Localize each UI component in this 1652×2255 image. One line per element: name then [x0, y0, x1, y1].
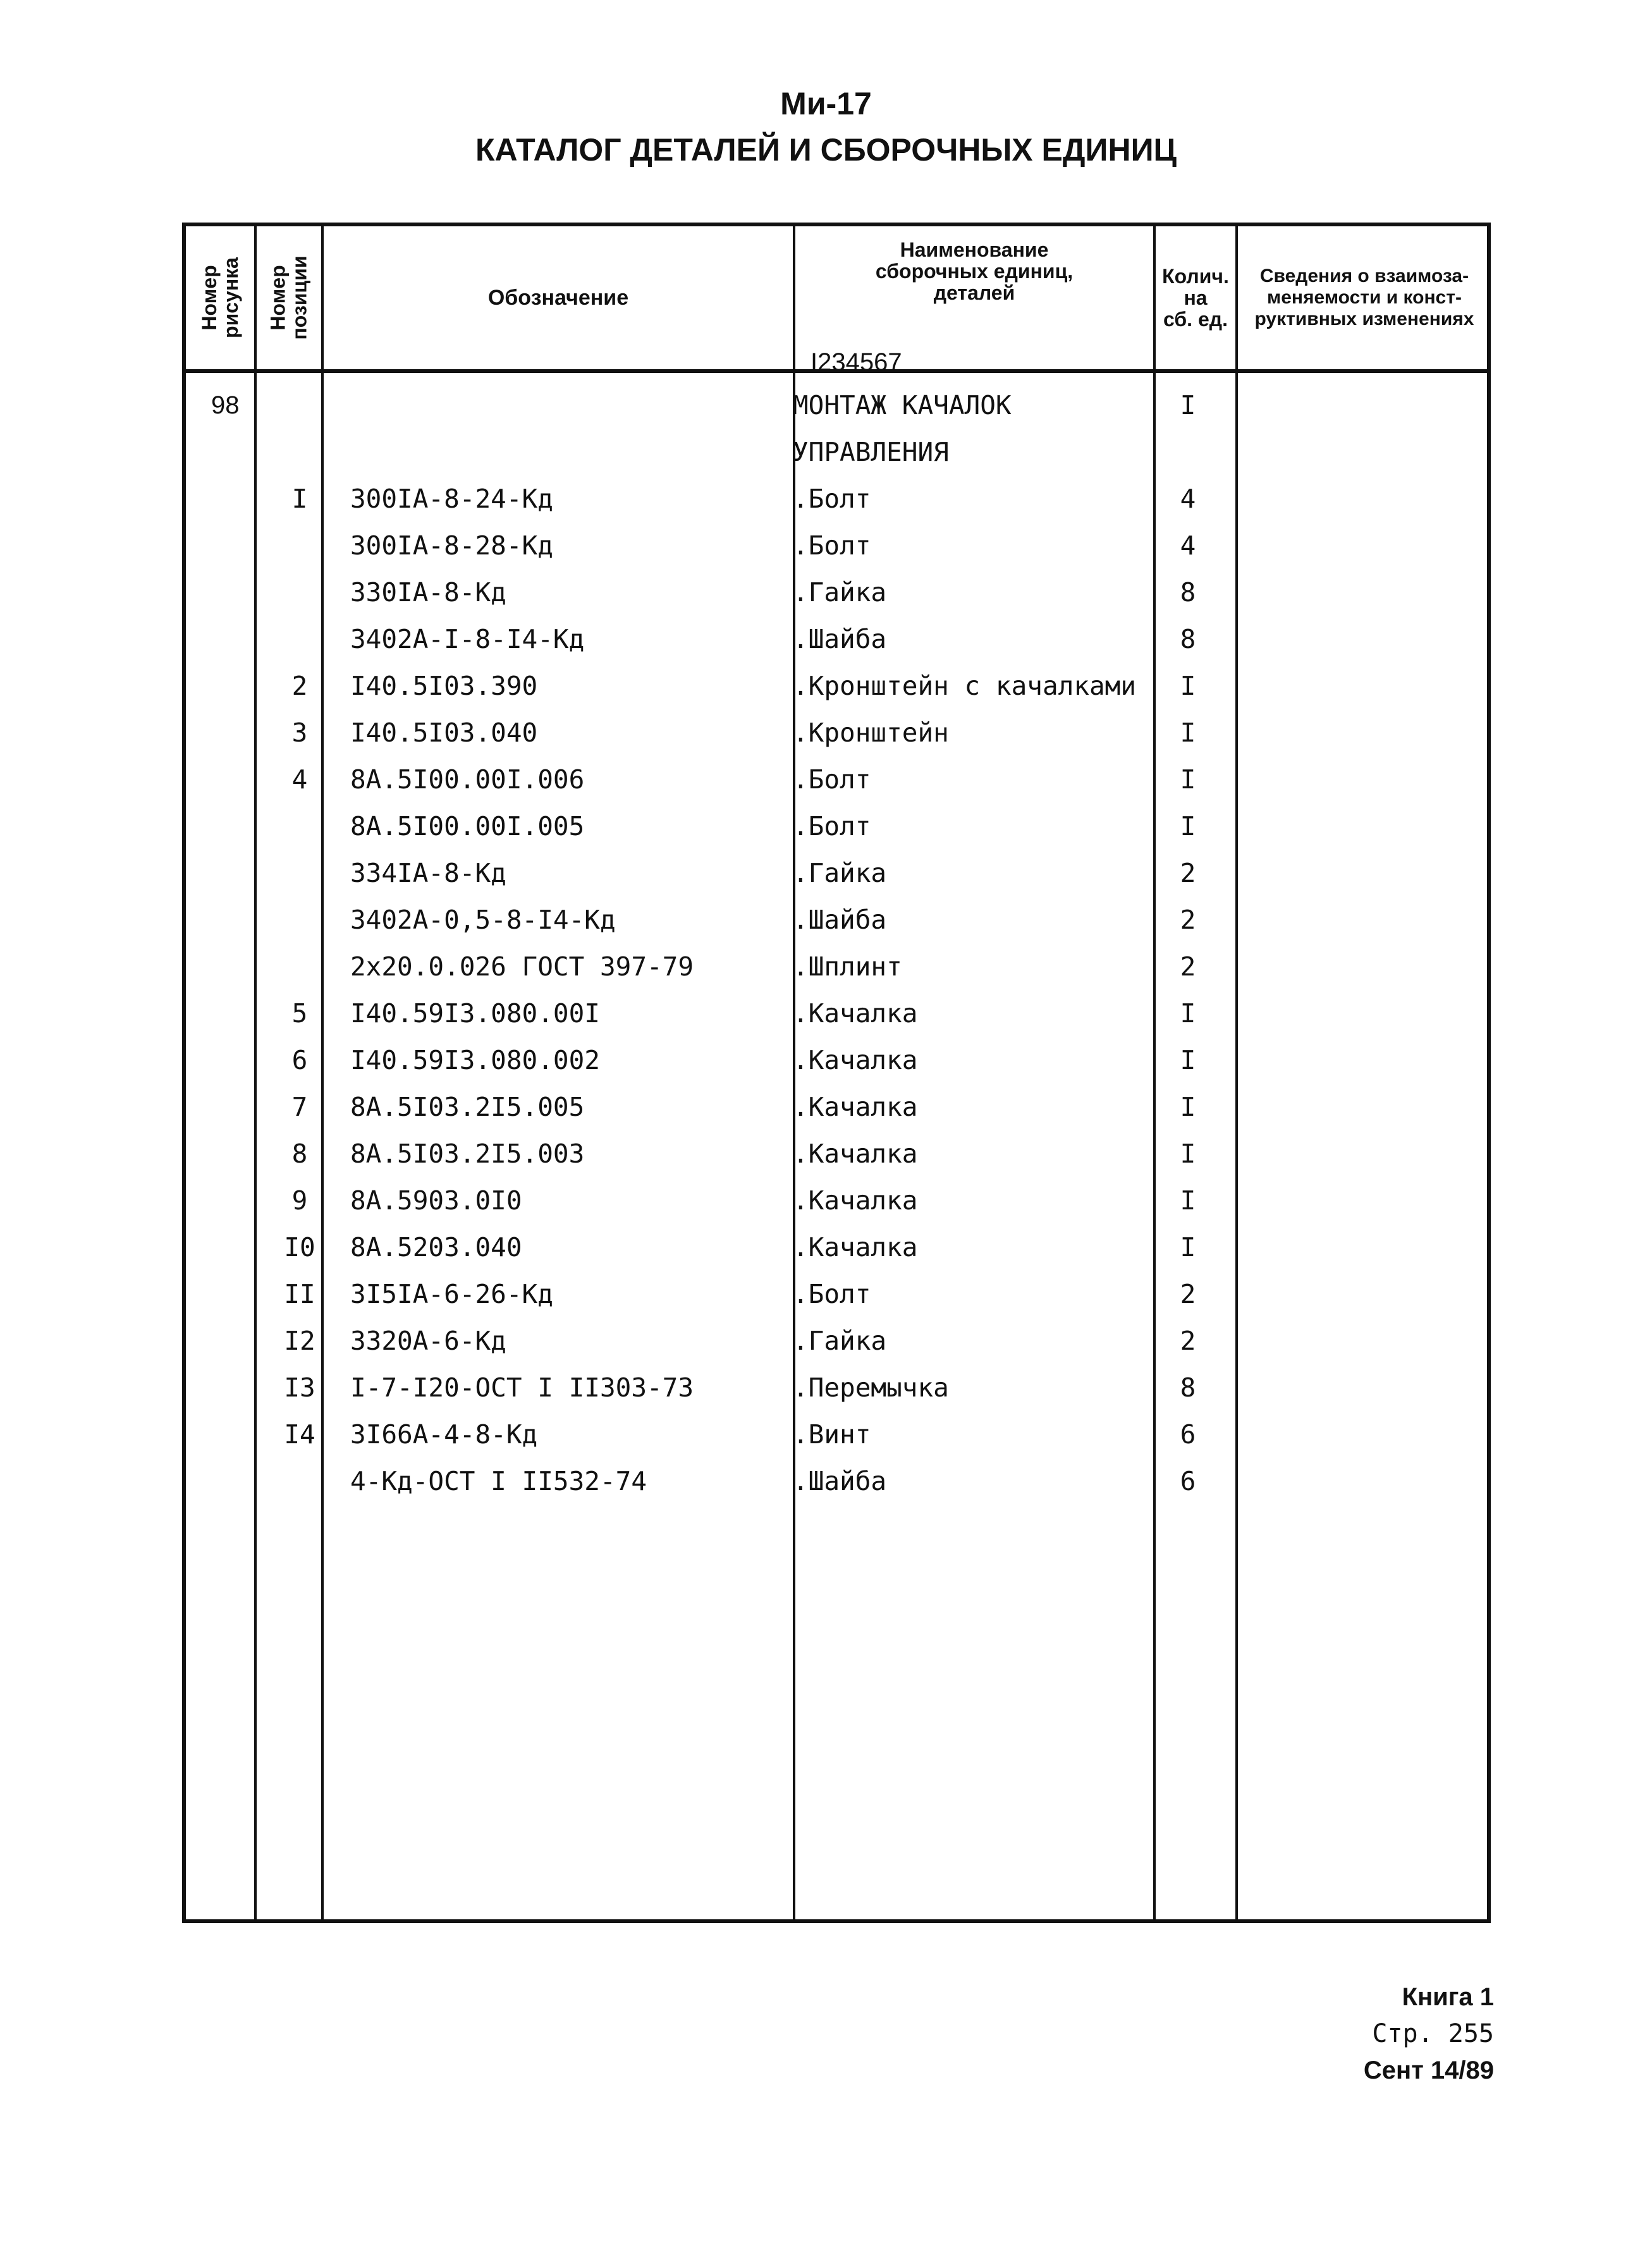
row-part-name: УПРАВЛЕНИЯ — [793, 437, 949, 467]
footer-date: Сент 14/89 — [1363, 2056, 1494, 2084]
row-part-name: .Болт — [793, 764, 871, 795]
row-quantity: 4 — [1180, 484, 1196, 514]
row-quantity: 2 — [1180, 858, 1196, 888]
row-designation: I-7-I20-ОСТ I II303-73 — [350, 1372, 694, 1403]
row-designation: 3402A-0,5-8-I4-Кд — [350, 905, 616, 935]
footer-page: Стр. 255 — [1372, 2019, 1494, 2048]
row-quantity: I — [1180, 1185, 1196, 1216]
document-subtitle: КАТАЛОГ ДЕТАЛЕЙ И СБОРОЧНЫХ ЕДИНИЦ — [475, 132, 1177, 168]
row-designation: I40.5I03.040 — [350, 718, 538, 748]
row-quantity: I — [1180, 718, 1196, 748]
table-row — [186, 1364, 1487, 1411]
header-figure-label: Номер рисунка — [198, 257, 243, 338]
table-row — [186, 475, 1487, 522]
header-name — [795, 226, 1153, 382]
row-designation: 300IA-8-28-Кд — [350, 530, 553, 561]
table-row — [186, 522, 1487, 569]
row-position-number: I2 — [284, 1326, 315, 1356]
page-footer — [1364, 1979, 1494, 2089]
row-quantity: 2 — [1180, 1326, 1196, 1356]
header-figure-number — [186, 226, 254, 369]
row-designation: 4-Кд-ОСТ I II532-74 — [350, 1466, 647, 1496]
row-position-number: I4 — [284, 1419, 315, 1450]
row-position-number: II — [284, 1279, 315, 1309]
row-designation: 8A.5I00.00I.005 — [350, 811, 585, 841]
row-part-name: .Шайба — [793, 1466, 887, 1496]
row-quantity: 6 — [1180, 1419, 1196, 1450]
row-quantity: 2 — [1180, 1279, 1196, 1309]
header-quantity-label: Колич. на сб. ед. — [1162, 265, 1229, 331]
table-row — [186, 663, 1487, 709]
table-row — [186, 850, 1487, 896]
row-quantity: 2 — [1180, 951, 1196, 982]
row-quantity: I — [1180, 1092, 1196, 1122]
row-designation: 2x20.0.026 ГОСТ 397-79 — [350, 951, 694, 982]
row-quantity: 6 — [1180, 1466, 1196, 1496]
document-title: Ми-17 — [780, 86, 872, 121]
row-position-number: I0 — [284, 1232, 315, 1262]
table-row — [186, 1271, 1487, 1317]
header-designation — [324, 226, 793, 369]
row-part-name: .Гайка — [793, 1326, 887, 1356]
table-row — [186, 1084, 1487, 1130]
row-part-name: МОНТАЖ КАЧАЛОК — [793, 390, 1012, 420]
row-position-number: 6 — [291, 1045, 308, 1075]
row-part-name: .Болт — [793, 530, 871, 561]
table-row — [186, 896, 1487, 943]
row-designation: 8A.5I00.00I.006 — [350, 764, 585, 795]
row-designation: 330IA-8-Кд — [350, 577, 506, 608]
row-quantity: 8 — [1180, 1372, 1196, 1403]
table-row — [186, 1411, 1487, 1458]
row-quantity: I — [1180, 811, 1196, 841]
row-designation: 3I66A-4-8-Кд — [350, 1419, 538, 1450]
row-part-name: .Шплинт — [793, 951, 902, 982]
row-part-name: .Качалка — [793, 1232, 918, 1262]
row-quantity: 8 — [1180, 577, 1196, 608]
header-position-label: Номер позиции — [267, 255, 312, 340]
row-designation: 334IA-8-Кд — [350, 858, 506, 888]
row-part-name: .Кронштейн — [793, 718, 949, 748]
row-quantity: 4 — [1180, 530, 1196, 561]
row-part-name: .Болт — [793, 1279, 871, 1309]
row-figure-number: 98 — [211, 391, 240, 419]
row-part-name: .Болт — [793, 811, 871, 841]
row-part-name: .Гайка — [793, 858, 887, 888]
row-designation: 3I5IA-6-26-Кд — [350, 1279, 553, 1309]
row-quantity: 8 — [1180, 624, 1196, 654]
row-designation: 8A.5I03.2I5.005 — [350, 1092, 585, 1122]
table-row — [186, 382, 1487, 429]
table-row — [186, 709, 1487, 756]
row-position-number: 2 — [291, 671, 308, 701]
header-designation-label: Обозначение — [487, 286, 629, 310]
row-part-name: .Шайба — [793, 624, 887, 654]
row-position-number: 9 — [291, 1185, 308, 1216]
table-row — [186, 943, 1487, 990]
table-row — [186, 569, 1487, 616]
table-row — [186, 1177, 1487, 1224]
row-position-number: 8 — [291, 1139, 308, 1169]
row-part-name: .Качалка — [793, 998, 918, 1029]
row-part-name: .Перемычка — [793, 1372, 949, 1403]
header-name-code: I234567 — [811, 348, 902, 376]
row-part-name: .Болт — [793, 484, 871, 514]
row-part-name: .Гайка — [793, 577, 887, 608]
row-quantity: 2 — [1180, 905, 1196, 935]
table-row — [186, 1458, 1487, 1505]
row-designation: 300IA-8-24-Кд — [350, 484, 553, 514]
row-part-name: .Качалка — [793, 1185, 918, 1216]
row-position-number: 5 — [291, 998, 308, 1029]
row-designation: I40.59I3.080.00I — [350, 998, 600, 1029]
row-quantity: I — [1180, 1139, 1196, 1169]
header-notes — [1238, 226, 1491, 369]
table-row — [186, 1224, 1487, 1271]
row-designation: 8A.5203.040 — [350, 1232, 522, 1262]
row-quantity: I — [1180, 1045, 1196, 1075]
row-quantity: I — [1180, 764, 1196, 795]
row-position-number: I3 — [284, 1372, 315, 1403]
row-designation: I40.59I3.080.002 — [350, 1045, 600, 1075]
header-notes-label: Сведения о взаимоза- меняемости и конст- руктивных изменениях — [1254, 266, 1474, 329]
row-part-name: .Качалка — [793, 1045, 918, 1075]
row-designation: 8A.5I03.2I5.003 — [350, 1139, 585, 1169]
row-quantity: I — [1180, 998, 1196, 1029]
table-row — [186, 1037, 1487, 1084]
row-part-name: .Качалка — [793, 1139, 918, 1169]
row-quantity: I — [1180, 671, 1196, 701]
footer-book: Книга 1 — [1402, 1983, 1494, 2011]
row-part-name: .Кронштейн с качалками — [793, 671, 1137, 701]
row-designation: 3402A-I-8-I4-Кд — [350, 624, 585, 654]
row-designation: 3320A-6-Кд — [350, 1326, 506, 1356]
row-position-number: 3 — [291, 718, 308, 748]
table-row — [186, 990, 1487, 1037]
row-position-number: 7 — [291, 1092, 308, 1122]
row-designation: 8A.5903.0I0 — [350, 1185, 522, 1216]
header-name-label: Наименование сборочных единиц, деталей — [875, 238, 1074, 304]
row-quantity: I — [1180, 1232, 1196, 1262]
row-designation: I40.5I03.390 — [350, 671, 538, 701]
row-part-name: .Винт — [793, 1419, 871, 1450]
parts-table — [182, 223, 1491, 1923]
header-quantity — [1156, 226, 1235, 369]
row-quantity: I — [1180, 390, 1196, 420]
table-row — [186, 429, 1487, 475]
table-row — [186, 756, 1487, 803]
row-part-name: .Шайба — [793, 905, 887, 935]
row-part-name: .Качалка — [793, 1092, 918, 1122]
row-position-number: 4 — [291, 764, 308, 795]
header-position-number — [257, 226, 321, 369]
row-position-number: I — [291, 484, 308, 514]
table-row — [186, 1317, 1487, 1364]
table-row — [186, 1130, 1487, 1177]
table-row — [186, 803, 1487, 850]
table-row — [186, 616, 1487, 663]
